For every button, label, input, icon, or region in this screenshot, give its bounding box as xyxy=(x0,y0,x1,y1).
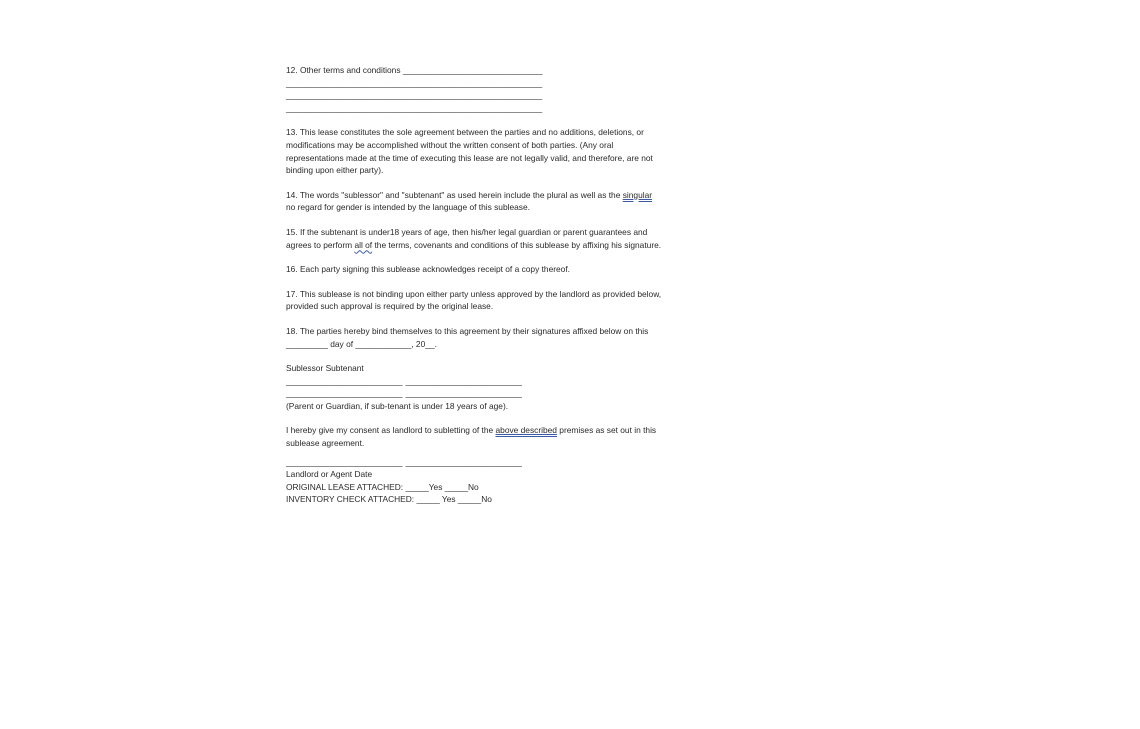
sublessor-signature-line-2: _________________________ xyxy=(286,388,403,399)
item13-line-1: 13. This lease constitutes the sole agreement between the parties and no additions, deletions, or xyxy=(286,127,644,138)
signatures-header: Sublessor Subtenant xyxy=(286,363,364,374)
item15-text-pre: agrees to perform xyxy=(286,239,355,250)
item18-line-1: 18. The parties hereby bind themselves to this agreement by their signatures affixed below on this xyxy=(286,325,649,336)
item18-line-2: _________ day of ____________, 20__. xyxy=(286,338,437,349)
inventory-check-attached: INVENTORY CHECK ATTACHED: _____ Yes _____No xyxy=(286,494,492,505)
item12-blank-line-3: _______________________________________________________ xyxy=(286,102,543,113)
item14-text: 14. The words "sublessor" and "subtenant" as used herein include the plural as well as the xyxy=(286,189,623,200)
item13-line-2: modifications may be accomplished without the written consent of both parties. (Any oral xyxy=(286,139,614,150)
item17-line-1: 17. This sublease is not binding upon either party unless approved by the landlord as provided below, xyxy=(286,288,662,299)
landlord-date-line: _________________________ xyxy=(405,456,522,467)
landlord-signature-lines xyxy=(286,456,726,469)
original-lease-attached: ORIGINAL LEASE ATTACHED: _____Yes _____No xyxy=(286,481,479,492)
item13-line-3: representations made at the time of executing this lease are not legally valid, and therefore, are not xyxy=(286,152,653,163)
landlord-agent-date-label: Landlord or Agent Date xyxy=(286,469,373,480)
item12-blank-line-2: _______________________________________________________ xyxy=(286,90,543,101)
subtenant-signature-line: _________________________ xyxy=(405,375,522,386)
item15-line-2 xyxy=(286,239,726,252)
guardian-note: (Parent or Guardian, if sub-tenant is under 18 years of age). xyxy=(286,400,509,411)
signature-lines-row-2 xyxy=(286,387,726,400)
item12-line xyxy=(286,64,726,77)
grammar-flag-all-of[interactable]: all of xyxy=(354,239,373,250)
item15-line-1: 15. If the subtenant is under18 years of age, then his/her legal guardian or parent guarantees and xyxy=(286,226,648,237)
consent-line-2: sublease agreement. xyxy=(286,438,365,449)
item13-line-4: binding upon either party). xyxy=(286,165,384,176)
consent-text-post: premises as set out in this xyxy=(556,425,657,436)
spelling-flag-singular[interactable]: singular xyxy=(622,189,653,200)
consent-line-1 xyxy=(286,424,726,437)
sublease-document-page xyxy=(286,64,726,506)
landlord-signature-line: _________________________ xyxy=(286,456,403,467)
sublessor-signature-line: _________________________ xyxy=(286,375,403,386)
item12-blank: ______________________________ xyxy=(402,65,543,75)
item14-line-1 xyxy=(286,189,726,202)
item12-label: 12. Other terms and conditions xyxy=(286,65,401,75)
item17-line-2: provided such approval is required by the original lease. xyxy=(286,301,494,312)
item12-blank-line-1: _______________________________________________________ xyxy=(286,77,543,88)
item14-line-2: no regard for gender is intended by the language of this sublease. xyxy=(286,202,530,213)
signature-lines-row-1 xyxy=(286,375,726,388)
item16-line: 16. Each party signing this sublease acknowledges receipt of a copy thereof. xyxy=(286,264,570,275)
consent-text-pre: I hereby give my consent as landlord to subletting of the xyxy=(286,425,496,436)
item15-text-post: the terms, covenants and conditions of this sublease by affixing his signature. xyxy=(372,239,662,250)
spelling-flag-above-described[interactable]: above described xyxy=(495,425,557,436)
guardian-signature-line: _________________________ xyxy=(405,388,522,399)
